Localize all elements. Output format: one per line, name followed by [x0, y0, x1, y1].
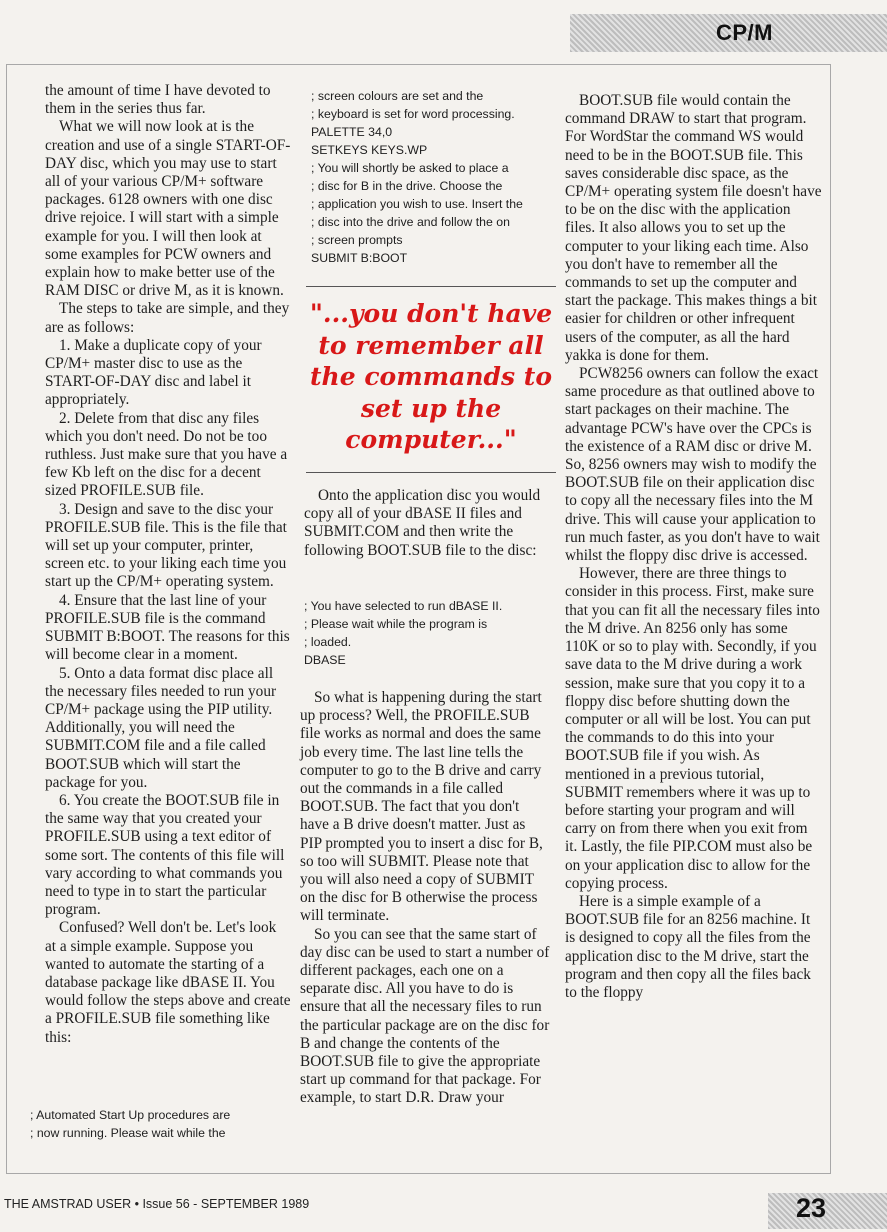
code-line: ; screen colours are set and the — [311, 89, 484, 103]
column-3 — [565, 92, 823, 1002]
quote-top-rule — [306, 286, 556, 287]
paragraph: However, there are three things to consider in this process. First, make sure that you can fit all the necessary files into the M drive. An 8256 only has some 110K or so to play with. Secondly, if you save data to the M drive during a work session, make sure that you copy it to a floppy disc before shutting down the computer or all will be lost. You can put the commands to do this into your BOOT.SUB file if you wish. As mentioned in a previous tutorial, SUBMIT remembers where it was up to before starting your program and will carry on from there when you exit from it. Lastly, the file PIP.COM must also be on your application disc to allow for the copying process. — [565, 565, 820, 892]
code-line: ; now running. Please wait while the — [30, 1126, 226, 1140]
code-line: ; application you wish to use. Insert the — [311, 197, 523, 211]
column-2-intro — [304, 487, 550, 560]
paragraph: 4. Ensure that the last line of your PROFILE.SUB file is the command SUBMIT B:BOOT. The reasons for this will become clear in a moment. — [45, 591, 290, 664]
code-line: DBASE — [304, 653, 346, 667]
paragraph: 2. Delete from that disc any files which you don't need. Do not be too ruthless. Just make sure that you have a few Kb left on the disc for a decent sized PROFILE.SUB file. — [45, 409, 288, 500]
code-line: PALETTE 34,0 — [311, 125, 393, 139]
paragraph: 1. Make a duplicate copy of your CP/M+ master disc to use as the START-OF-DAY disc and label it appropriately. — [45, 336, 262, 409]
code-line: ; Please wait while the program is — [304, 617, 488, 631]
code-line: SUBMIT B:BOOT — [311, 251, 408, 265]
issue-info: Issue 56 - SEPTEMBER 1989 — [142, 1197, 310, 1211]
paragraph: Confused? Well don't be. Let's look at a simple example. Suppose you wanted to automate the starting of a database package like dBASE II. You would follow the steps above and create a PROFILE.SUB file something like this: — [45, 919, 291, 1046]
paragraph: the amount of time I have devoted to them in the series thus far. — [45, 82, 271, 118]
paragraph: 5. Onto a data format disc place all the necessary files needed to run your CP/M+ package using the PIP utility. Additionally, you will need the SUBMIT.COM file and a file called BOOT.SUB which will start the package for you. — [45, 664, 277, 791]
magazine-name: THE AMSTRAD USER — [4, 1197, 132, 1211]
paragraph: PCW8256 owners can follow the exact same procedure as that outlined above to start packages on their machine. The advantage PCW's have over the CPCs is the existence of a RAM disc or drive M. So, 8256 owners may wish to modify the BOOT.SUB file on their application disc to copy all the necessary files into the M drive. This will cause your application to run much faster, as you don't have to wait whilst the floppy disc drive is accessed. — [565, 365, 820, 565]
paragraph: What we will now look at is the creation and use of a single START-OF-DAY disc, which you may use to start all of your various CP/M+ software packages. 6128 owners with one disc drive rejoice. I will start with a simple example for you. I will then look at some examples for PCW owners and explain how to make better use of the RAM DISC or drive M, as it is known. — [45, 118, 291, 300]
pull-quote: "...you don't have to remember all the commands to set up the computer..." — [309, 299, 553, 454]
footer-separator: • — [134, 1197, 143, 1211]
code-line: ; loaded. — [304, 635, 352, 649]
code-line: SETKEYS KEYS.WP — [311, 143, 428, 157]
paragraph: So what is happening during the start up process? Well, the PROFILE.SUB file works as normal and does the same job every time. The last line tells the computer to go to the B drive and carry out the commands in a file called BOOT.SUB. The fact that you don't have a B drive doesn't matter. Just as PIP prompted you to insert a disc for B, so too will SUBMIT. Please note that you will also need a copy of SUBMIT on the disc for B otherwise the process will terminate. — [300, 689, 543, 925]
footer-credit — [4, 1197, 309, 1211]
paragraph: 3. Design and save to the disc your PROFILE.SUB file. This is the file that will set up your computer, printer, screen etc. to your liking each time you start up the CP/M+ operating system. — [45, 500, 287, 591]
code-listing-profile-start — [30, 1106, 288, 1142]
code-line: ; disc for B in the drive. Choose the — [311, 179, 503, 193]
quote-bottom-rule — [306, 472, 556, 473]
code-line: ; You will shortly be asked to place a — [311, 161, 509, 175]
paragraph: BOOT.SUB file would contain the command DRAW to start that program. For WordStar the command WS would need to be in the BOOT.SUB file. This saves considerable disc space, as the CP/M+ operating system file doesn't have to be on the disc with the application files. It also allows you to set up the computer to your liking each time. Also you don't have to remember all the commands to set up the computer and start the package. This makes things a bit easier for children or other infrequent users of the computer, as all the hard yakka is done for them. — [565, 92, 822, 364]
paragraph: Onto the application disc you would copy all of your dBASE II files and SUBMIT.COM and then write the following BOOT.SUB file to the disc: — [304, 487, 541, 559]
code-line: ; screen prompts — [311, 233, 403, 247]
paragraph: The steps to take are simple, and they are as follows: — [45, 300, 290, 336]
paragraph: Here is a simple example of a BOOT.SUB file for an 8256 machine. It is designed to copy all the files from the application disc to the M drive, start the program and then copy all the files back to the floppy — [565, 892, 811, 1001]
column-1 — [45, 82, 291, 1047]
code-line: ; You have selected to run dBASE II. — [304, 599, 503, 613]
page-number-tab — [768, 1193, 887, 1229]
page-number: 23 — [796, 1193, 827, 1223]
section-label: CP/M — [716, 20, 773, 45]
code-listing-boot-sub — [304, 597, 554, 669]
code-line: ; keyboard is set for word processing. — [311, 107, 515, 121]
paragraph: So you can see that the same start of day disc can be used to start a number of different packages, each one on a separate disc. All you have to do is ensure that all the necessary files to run the particular package are on the disc for B and change the contents of the BOOT.SUB file to give the appropriate start up command for that package. For example, to start D.R. Draw your — [300, 925, 550, 1107]
code-line: ; disc into the drive and follow the on — [311, 215, 510, 229]
code-line: ; Automated Start Up procedures are — [30, 1108, 231, 1122]
code-listing-profile-cont — [311, 87, 561, 267]
column-2-body — [300, 689, 550, 1108]
paragraph: 6. You create the BOOT.SUB file in the same way that you created your PROFILE.SUB using a text editor of some sort. The contents of this file will vary according to what commands you need to type in to start the particular program. — [45, 791, 285, 919]
